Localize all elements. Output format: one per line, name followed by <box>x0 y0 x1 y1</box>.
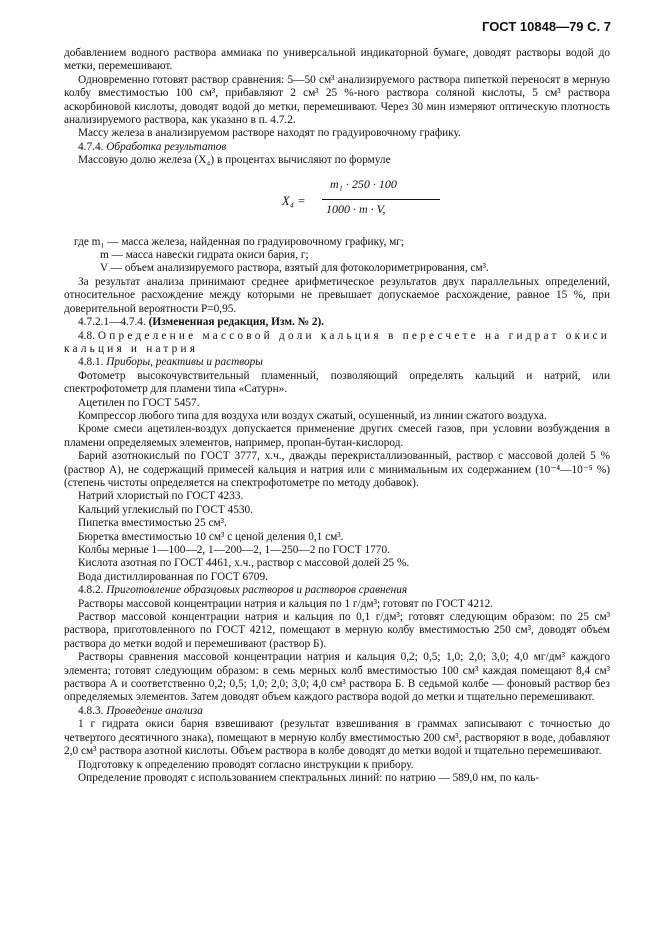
fraction-bar <box>322 199 440 200</box>
paragraph: 1 г гидрата окиси бария взвешивают (результат взвешивания в граммах записывают с точностью до четвертого десятичного знака), помещают в мерную колбу вместимостью 200 см³, растворяют в воде, добавляют 2,0 см³ раствора азотной кислоты. Объем раствора в колбе доводят до метки водой и тщательно перемешивают. <box>64 718 610 758</box>
denominator-text: 1000 · m · V <box>326 201 383 216</box>
paragraph: Компрессор любого типа для воздуха или воздух сжатый, осушенный, из линии сжатого воздуха. <box>78 409 547 422</box>
paragraph: Подготовку к определению проводят согласно инструкции к прибору. <box>78 758 414 771</box>
paragraph: За результат анализа принимают среднее арифметическое результатов двух параллельных определений, относительное расхождение между которыми не превышает допускаемое расхождение, равное 15 %, при доверительной вероятности P=0,95. <box>64 275 610 315</box>
section-number: 4.8. <box>78 329 95 342</box>
formula-numerator: m₁ · 250 · 100 <box>330 176 397 191</box>
formula-definitions <box>64 236 610 276</box>
amendment-range: 4.7.2.1—4.7.4. <box>78 316 146 329</box>
section-title: Обработка результатов <box>106 140 227 153</box>
paragraph: Массовую долю железа (X₄) в процентах вычисляют по формуле <box>78 154 391 167</box>
formula-lhs: X₄ = <box>282 193 306 208</box>
amendment-note <box>64 316 610 329</box>
paragraph: Пипетка вместимостью 25 см³. <box>78 517 227 530</box>
section-title: Приготовление образцовых растворов и растворов сравнения <box>106 584 408 597</box>
paragraph: Кроме смеси ацетилен-воздух допускается применение других смесей газов, при условии возбуждения в пламени определяемых элементов, например, пропан-бутан-кислород. <box>64 423 610 449</box>
paragraph: Массу железа в анализируемом растворе находят по градуировочному графику. <box>78 127 461 140</box>
section-number: 4.8.3. <box>78 704 104 717</box>
section-number: 4.7.4. <box>78 140 104 153</box>
section-heading-4-7-4 <box>64 141 610 154</box>
section-number: 4.8.1. <box>78 356 104 369</box>
paragraph: Бюретка вместимостью 10 см³ с ценой деления 0,1 см³. <box>78 530 344 543</box>
section-heading-4-8-2 <box>64 584 610 597</box>
section-title: Определение массовой доли кальция в пересчете на гидрат окиси кальция и натрия <box>64 329 610 355</box>
section-title: Приборы, реактивы и растворы <box>106 356 263 369</box>
paragraph: Кислота азотная по ГОСТ 4461, х.ч., раствор с массовой долей 25 %. <box>78 557 410 570</box>
paragraph: Растворы массовой концентрации натрия и кальция по 1 г/дм³; готовят по ГОСТ 4212. <box>78 597 494 610</box>
paragraph: Кальций углекислый по ГОСТ 4530. <box>78 503 253 516</box>
paragraph: Ацетилен по ГОСТ 5457. <box>78 396 200 409</box>
section-title: Проведение анализа <box>106 704 203 717</box>
section-heading-4-8 <box>64 330 610 357</box>
paragraph: Вода дистиллированная по ГОСТ 6709. <box>78 570 268 583</box>
definition-v: V — объем анализируемого раствора, взятый для фотоколориметрирования, см³. <box>100 262 489 275</box>
formula-x4 <box>64 172 610 234</box>
page-header: ГОСТ 10848—79 С. 7 <box>482 19 611 34</box>
formula-tail: , <box>382 201 386 216</box>
paragraph: Определение проводят с использованием спектральных линий: по натрию — 589,0 нм, по каль- <box>78 771 540 784</box>
section-number: 4.8.2. <box>78 584 104 597</box>
paragraph: Натрий хлористый по ГОСТ 4233. <box>78 490 244 503</box>
paragraph: Фотометр высокочувствительный пламенный, позволяющий определять кальций и натрий, или спектрофотометр для пламени типа «Сатурн». <box>64 369 610 396</box>
paragraph: Колбы мерные 1—100—2, 1—200—2, 1—250—2 по ГОСТ 1770. <box>78 544 390 556</box>
section-heading-4-8-1 <box>64 356 610 369</box>
definition-m: m — масса навески гидрата окиси бария, г; <box>100 249 309 262</box>
section-heading-4-8-3 <box>64 705 610 718</box>
formula-denominator <box>326 203 385 216</box>
amendment-text: (Измененная редакция, Изм. № 2). <box>148 316 325 329</box>
paragraph: Раствор массовой концентрации натрия и кальция по 0,1 г/дм³; готовят следующим образом: по 25 см³ раствора, приготовленного по ГОСТ 4212, помещают в мерную колбу вместимостью 250 см³, доводят объем раствора до метки водой и перемешивают (раствор Б). <box>64 611 610 650</box>
paragraph: Одновременно готовят раствор сравнения: 5—50 см³ анализируемого раствора пипеткой переносят в мерную колбу вместимостью 100 см³, прибавляют 2 см³ 25 %-ного раствора соляной кислоты, 5 см³ раствора аскорбиновой кислоты, доводят водой до метки, перемешивают. Через 30 мин измеряют оптическую плотность анализируемого раствора, как указано в п. 4.7.2. <box>64 73 610 127</box>
definition-m1: где m₁ — масса железа, найденная по градуировочному графику, мг; <box>74 235 405 248</box>
document-body <box>64 47 610 785</box>
paragraph: Барий азотнокислый по ГОСТ 3777, х.ч., дважды перекристаллизованный, раствор с массовой долей 5 % (раствор А), не содержащий примесей кальция и натрия или с минимальным их содержанием (10⁻⁴—10⁻⁵ %) (степень чистоты определяется на спектрофотометре по методу добавок). <box>64 450 610 489</box>
paragraph: Растворы сравнения массовой концентрации натрия и кальция 0,2; 0,5; 1,0; 2,0; 3,0; 4,0 мг/дм³ каждого элемента; готовят следующим образом: в семь мерных колб вместимостью 100 см³ каждая помещают 8,4 см³ раствора А и соответственно 0,2; 0,5; 1,0; 2,0; 3,0; 4,0 см³ раствора Б. В седьмой колбе — фоновый раствор без определяемых элементов. Затем доводят объем каждого раствора водой до метки и тщательно перемешивают. <box>64 651 610 704</box>
paragraph: добавлением водного раствора аммиака по универсальной индикаторной бумаге, доводят растворы водой до метки, перемешивают. <box>64 47 610 73</box>
